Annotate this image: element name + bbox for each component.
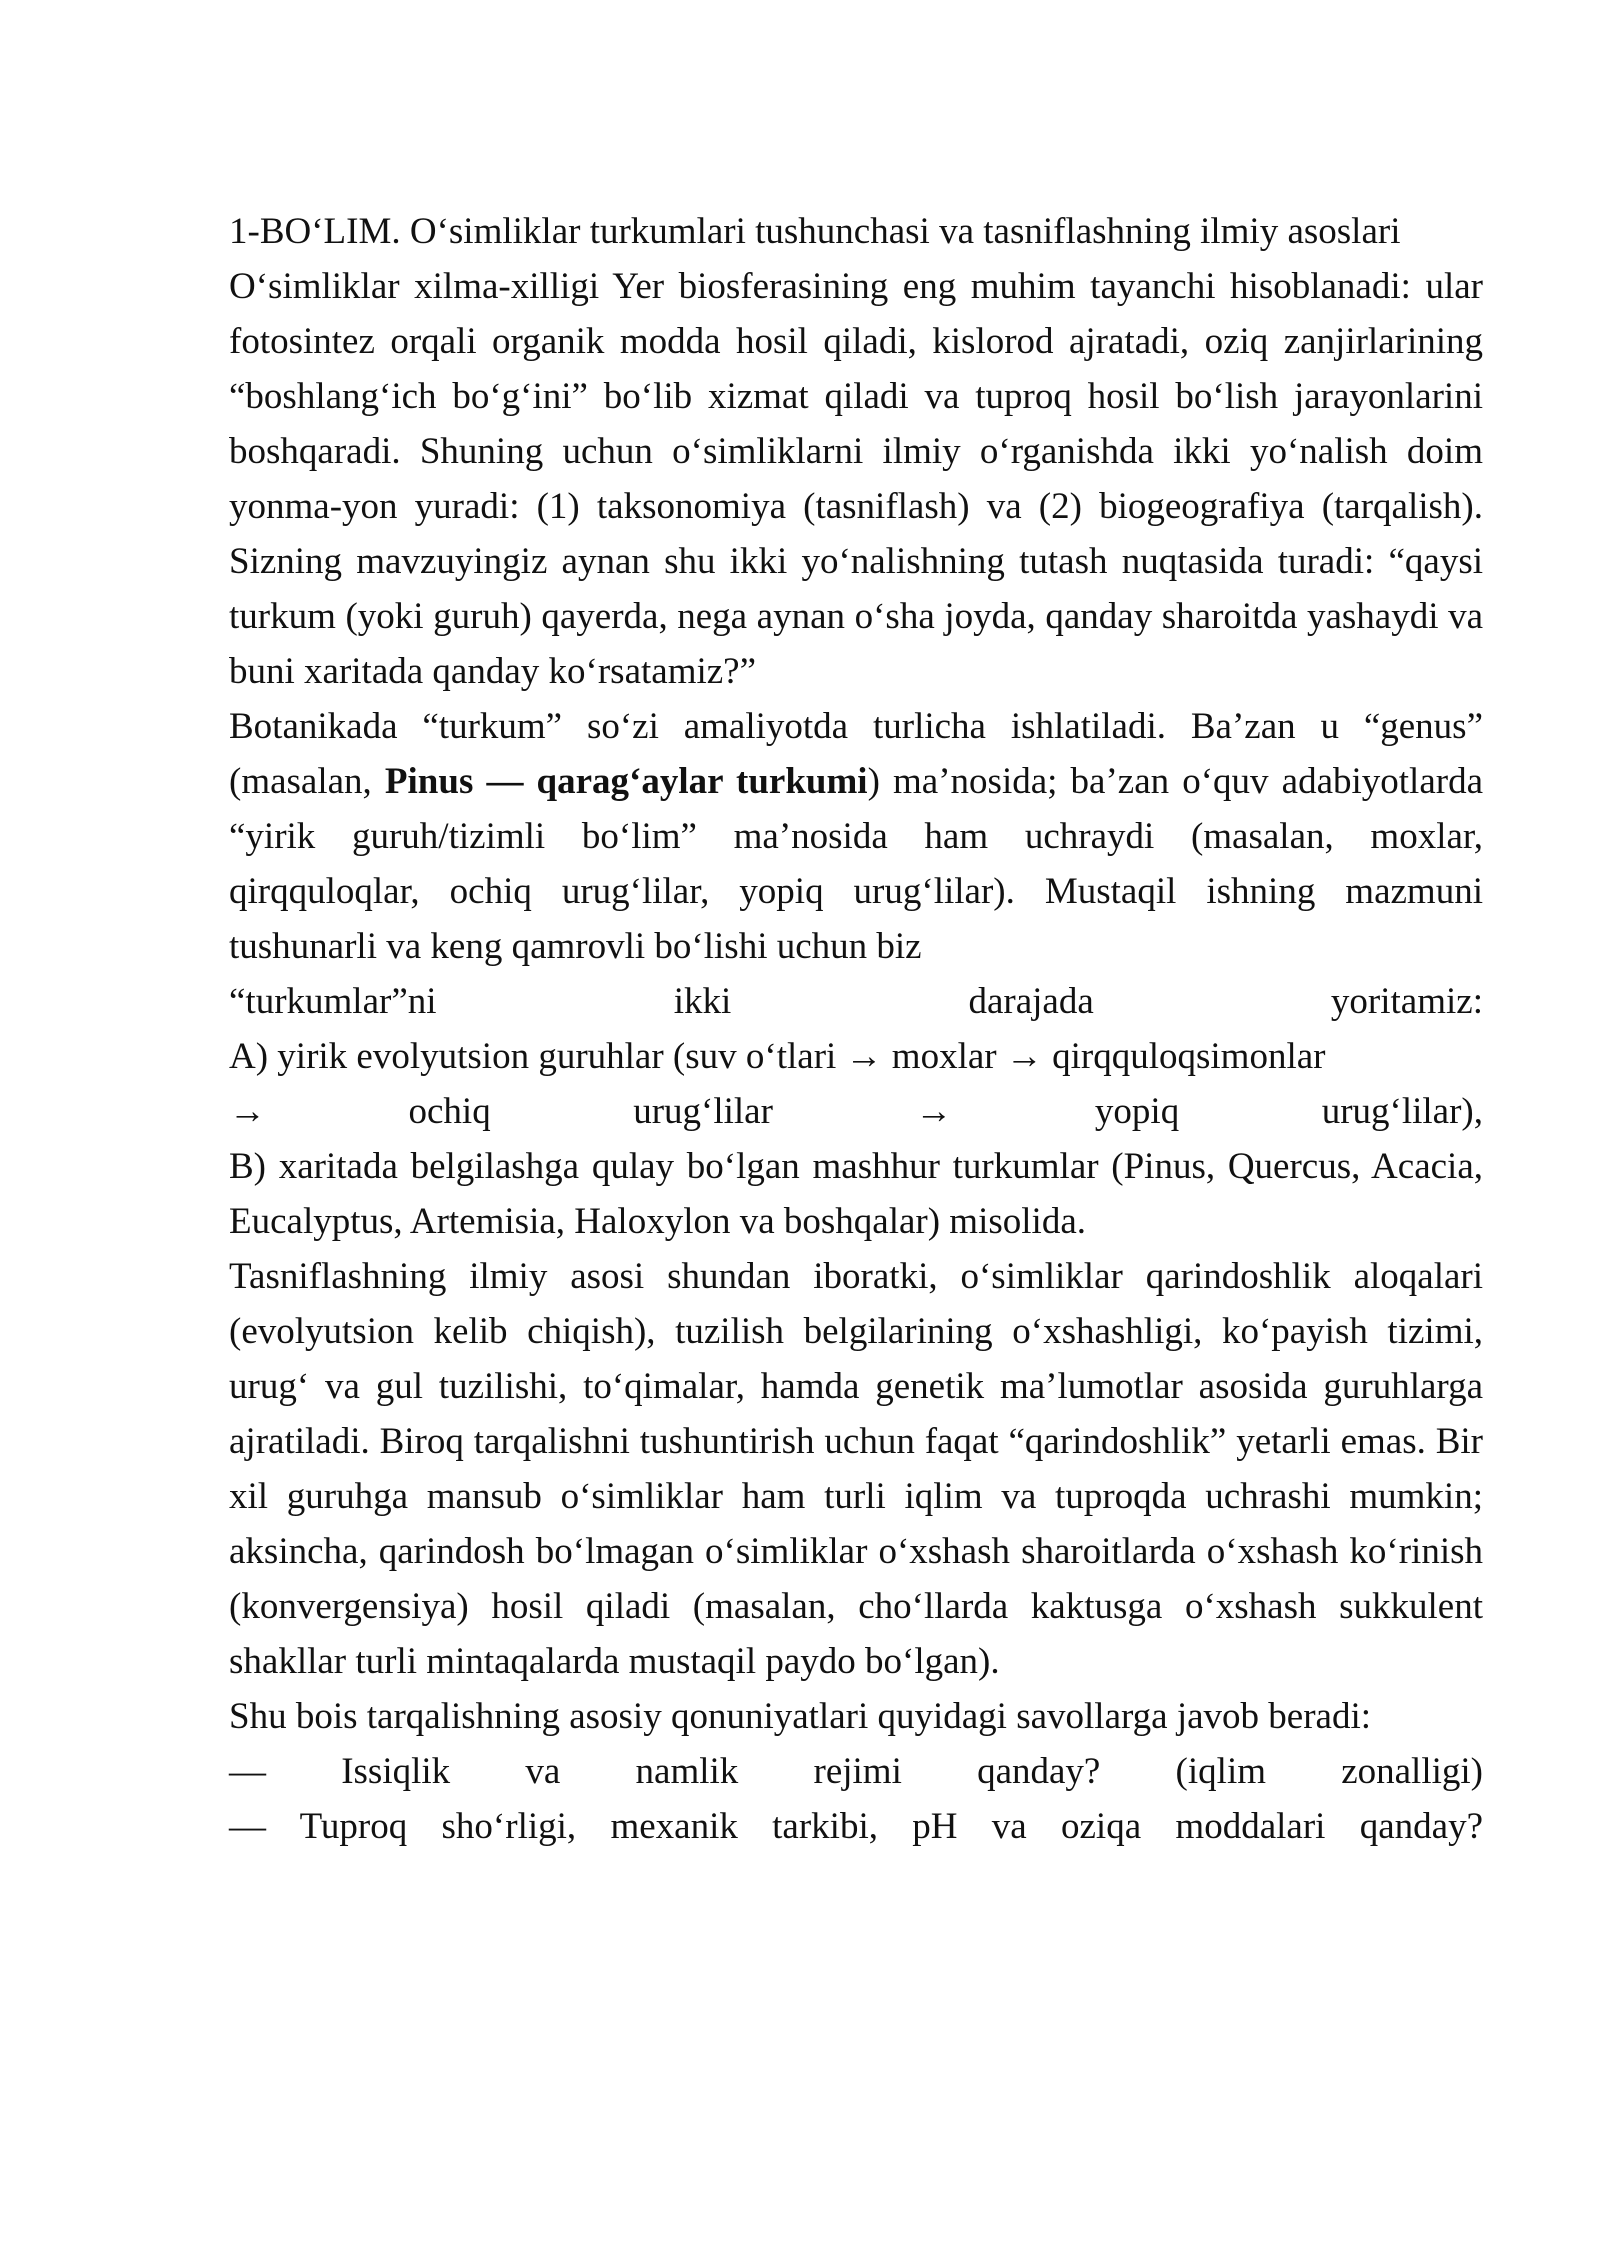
- paragraph-turkum-meaning: [229, 699, 1483, 1029]
- list-item-a-line-2: → ochiq urug‘lilar → yopiq urug‘lilar),: [229, 1091, 1483, 1132]
- paragraph-last-line: “turkumlar”ni ikki darajada yoritamiz:: [229, 981, 1483, 1022]
- paragraph-distribution-laws: Shu bois tarqalishning asosiy qonuniyatlari quyidagi savollarga javob beradi:: [229, 1696, 1372, 1737]
- bold-term: Pinus — qarag‘aylar turkumi: [384, 761, 868, 802]
- paragraph-intro: O‘simliklar xilma-xilligi Yer biosferasining eng muhim tayanchi hisoblanadi: ular fotosintez orqali organik modda hosil qiladi, kislorod ajratadi, oziq zanjirlarining “boshlang‘ich bo‘g‘ini” bo‘lib xizmat qiladi va tuproq hosil bo‘lish jarayonlarini boshqaradi. Shuning uchun o‘simliklarni ilmiy o‘rganishda ikki yo‘nalish doim yonma-yon yuradi: (1) taksonomiya (tasniflash) va (2) biogeografiya (tarqalish). Sizning mavzuyingiz aynan shu ikki yo‘nalishning tutash nuqtasida turadi: “qaysi turkum (yoki guruh) qayerda, nega aynan o‘sha joyda, qanday sharoitda yashaydi va buni xaritada qanday ko‘rsatamiz?”: [229, 266, 1483, 692]
- paragraph-text: Botanikada “turkum” so‘zi amaliyotda turlicha ishlatiladi. Ba’zan u “genus” (masalan,: [229, 706, 1483, 802]
- paragraph-classification-basis: Tasniflashning ilmiy asosi shundan iboratki, o‘simliklar qarindoshlik aloqalari (evolyutsion kelib chiqish), tuzilish belgilarining o‘xshashligi, ko‘payish tizimi, urug‘ va gul tuzilishi, to‘qimalar, hamda genetik ma’lumotlar asosida guruhlarga ajratiladi. Biroq tarqalishni tushuntirish uchun faqat “qarindoshlik” yetarli emas. Bir xil guruhga mansub o‘simliklar ham turli iqlim va tuproqda uchrashi mumkin; aksincha, qarindosh bo‘lmagan o‘simliklar o‘xshash sharoitlarda o‘xshash ko‘rinish (konvergensiya) hosil qiladi (masalan, cho‘llarda kaktusga o‘xshash sukkulent shakllar turli mintaqalarda mustaqil paydo bo‘lgan).: [229, 1256, 1483, 1682]
- paragraph-text: ) ma’nosida; ba’zan o‘quv adabiyotlarda “yirik guruh/tizimli bo‘lim” ma’nosida ham uchraydi (masalan, moxlar, qirqquloqlar, ochiq urug‘lilar, yopiq urug‘lilar). Mustaqil ishning mazmuni tushunarli va keng qamrovli bo‘lishi uchun biz: [229, 761, 1483, 967]
- list-item-b: B) xaritada belgilashga qulay bo‘lgan mashhur turkumlar (Pinus, Quercus, Acacia, Eucalyptus, Artemisia, Haloxylon va boshqalar) misolida.: [229, 1146, 1483, 1242]
- dash-item-2-text: — Tuproq sho‘rligi, mexanik tarkibi, pH va oziqa moddalari qanday?: [229, 1806, 1483, 1847]
- dash-item-1: [229, 1744, 1483, 1799]
- list-item-a: [229, 1029, 1483, 1139]
- dash-item-1-text: — Issiqlik va namlik rejimi qanday? (iqlim zonalligi): [229, 1751, 1483, 1792]
- document-page: [229, 204, 1483, 1854]
- dash-item-2: [229, 1799, 1483, 1854]
- section-heading: 1-BO‘LIM. O‘simliklar turkumlari tushunchasi va tasniflashning ilmiy asoslari: [229, 211, 1401, 252]
- list-item-a-line-1: A) yirik evolyutsion guruhlar (suv o‘tlari → moxlar → qirqquloqsimonlar: [229, 1036, 1326, 1077]
